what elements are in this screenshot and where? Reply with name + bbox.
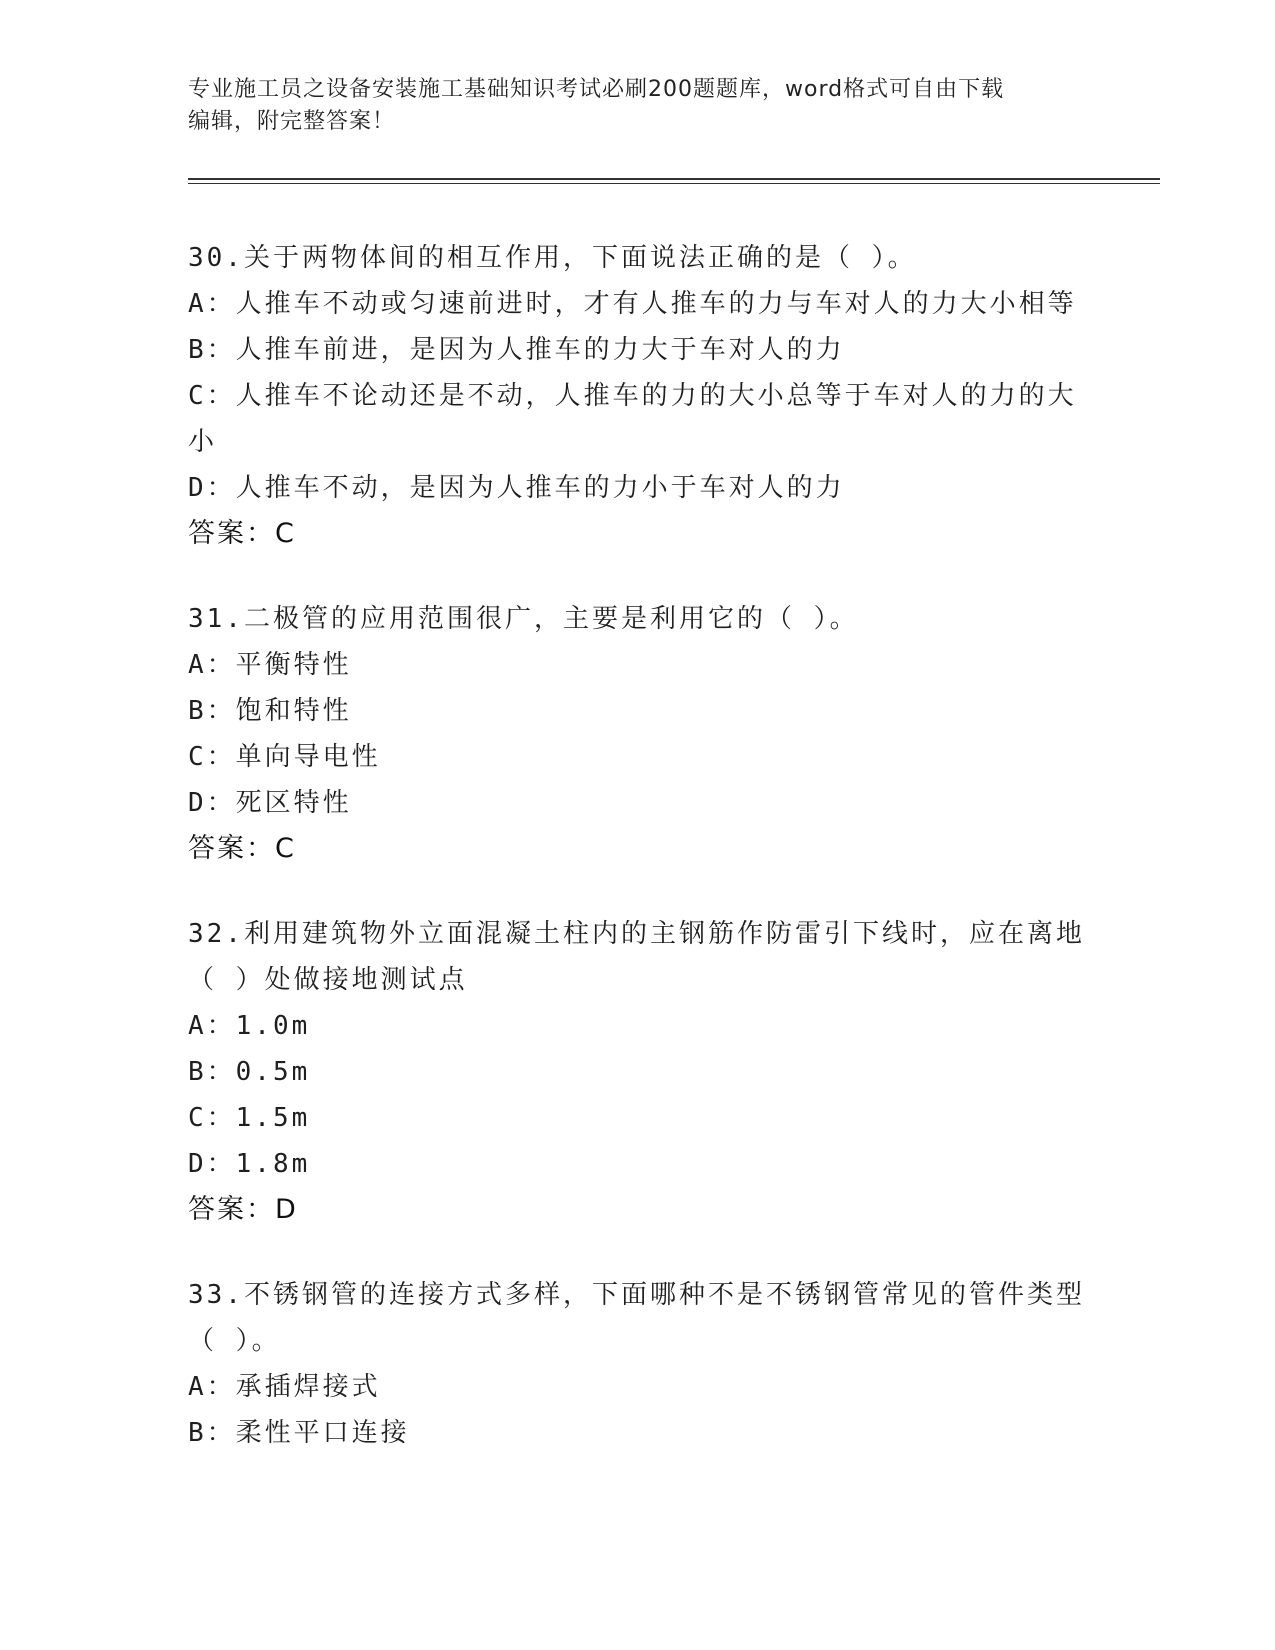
- option-b: B：0.5m: [188, 1057, 311, 1087]
- document-header: [188, 74, 1068, 138]
- question-stem: 31.二极管的应用范围很广，主要是利用它的（ ）。: [188, 604, 859, 634]
- option-c: C：1.5m: [188, 1103, 311, 1133]
- option-c: C：单向导电性: [188, 742, 381, 772]
- header-title-line-1: 专业施工员之设备安装施工基础知识考试必刷200题题库，word格式可自由下载: [188, 77, 1005, 102]
- option-a: A：平衡特性: [188, 650, 352, 680]
- header-title-line-2: 编辑，附完整答案！: [188, 109, 396, 134]
- option-d: D：人推车不动，是因为人推车的力小于车对人的力: [188, 473, 845, 503]
- question-stem-continued: （ ）。: [188, 1326, 281, 1356]
- header-divider-top: [188, 178, 1160, 180]
- question-30: [188, 235, 1088, 557]
- option-b: B：饱和特性: [188, 696, 352, 726]
- option-a: A：人推车不动或匀速前进时，才有人推车的力与车对人的力大小相等: [188, 289, 1077, 319]
- option-c-continued: 小: [188, 427, 218, 457]
- question-33: [188, 1272, 1088, 1456]
- option-d: D：死区特性: [188, 788, 352, 818]
- question-list: [188, 235, 1088, 1495]
- question-32: [188, 911, 1088, 1233]
- option-a: A：1.0m: [188, 1011, 311, 1041]
- header-divider-bottom: [188, 183, 1160, 184]
- question-stem: 33.不锈钢管的连接方式多样，下面哪种不是不锈钢管常见的管件类型: [188, 1280, 1085, 1310]
- answer-label: 答案：C: [188, 518, 296, 549]
- option-b: B：人推车前进，是因为人推车的力大于车对人的力: [188, 335, 845, 365]
- answer-label: 答案：D: [188, 1194, 298, 1225]
- option-d: D：1.8m: [188, 1149, 311, 1179]
- question-stem: 30.关于两物体间的相互作用，下面说法正确的是（ ）。: [188, 243, 917, 273]
- question-stem-continued: （ ）处做接地测试点: [188, 965, 468, 995]
- option-b: B：柔性平口连接: [188, 1418, 410, 1448]
- answer-label: 答案：C: [188, 833, 296, 864]
- question-stem: 32.利用建筑物外立面混凝土柱内的主钢筋作防雷引下线时，应在离地: [188, 919, 1085, 949]
- option-c: C：人推车不论动还是不动，人推车的力的大小总等于车对人的力的大: [188, 381, 1077, 411]
- option-a: A：承插焊接式: [188, 1372, 381, 1402]
- question-31: [188, 596, 1088, 872]
